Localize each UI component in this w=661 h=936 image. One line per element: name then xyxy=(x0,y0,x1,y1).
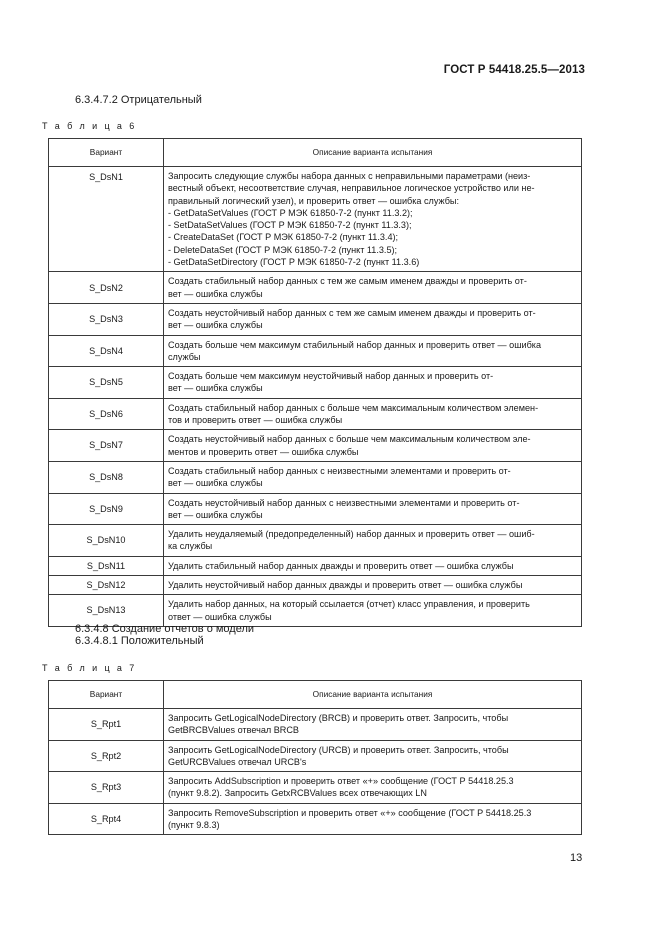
description-line: вет — ошибка службы xyxy=(168,509,263,520)
description-line: Создать больше чем максимум стабильный набор данных и проверить ответ — ошибка xyxy=(168,339,542,350)
table-row xyxy=(49,803,582,835)
section-heading-positive: 6.3.4.8.1 Положительный xyxy=(75,635,204,647)
variant-cell: S_DsN13 xyxy=(49,595,164,627)
variant-cell: S_Rpt2 xyxy=(49,740,164,772)
variant-cell: S_DsN11 xyxy=(49,556,164,575)
description-cell xyxy=(164,430,582,462)
description-line: Удалить неустойчивый набор данных дважды и проверить ответ — ошибка службы xyxy=(168,580,523,591)
table-row xyxy=(49,525,582,557)
table-row xyxy=(49,493,582,525)
description-line: Запросить RemoveSubscription и проверить ответ «+» сообщение (ГОСТ Р 54418.25.3 xyxy=(168,807,532,818)
description-cell xyxy=(164,335,582,367)
description-line: ответ — ошибка службы xyxy=(168,611,272,622)
description-line: службы xyxy=(168,351,201,362)
variant-cell: S_Rpt3 xyxy=(49,772,164,804)
description-line: Создать стабильный набор данных с неизвестными элементами и проверить от- xyxy=(168,465,511,476)
description-line: ка службы xyxy=(168,541,213,552)
variant-cell: S_Rpt1 xyxy=(49,709,164,741)
variant-cell: S_DsN3 xyxy=(49,303,164,335)
table-6 xyxy=(48,138,582,627)
description-cell xyxy=(164,595,582,627)
description-line: (пункт 9.8.3) xyxy=(168,820,220,831)
description-line: Создать неустойчивый набор данных с неизвестными элементами и проверить от- xyxy=(168,497,520,508)
variant-cell: S_DsN2 xyxy=(49,272,164,304)
description-line: Удалить стабильный набор данных дважды и проверить ответ — ошибка службы xyxy=(168,560,514,571)
description-line: - SetDataSetValues (ГОСТ Р МЭК 61850-7-2 (пункт 11.3.3); xyxy=(168,220,412,231)
description-line: Создать стабильный набор данных с больше чем максимальным количеством элемен- xyxy=(168,402,539,413)
description-line: Удалить набор данных, на который ссылается (отчет) класс управления, и проверить xyxy=(168,599,530,610)
description-line: - CreateDataSet (ГОСТ Р МЭК 61850-7-2 (пункт 11.3.4); xyxy=(168,232,399,243)
table-7-header-variant: Вариант xyxy=(49,681,164,709)
description-cell xyxy=(164,556,582,575)
description-line: вет — ошибка службы xyxy=(168,288,263,299)
description-line: Запросить следующие службы набора данных с неправильными параметрами (неиз- xyxy=(168,171,531,181)
table-row xyxy=(49,461,582,493)
description-line: - DeleteDataSet (ГОСТ Р МЭК 61850-7-2 (пункт 11.3.5); xyxy=(168,244,398,255)
table-6-header-variant: Вариант xyxy=(49,139,164,167)
variant-cell: S_DsN9 xyxy=(49,493,164,525)
variant-cell: S_DsN12 xyxy=(49,576,164,595)
table-6-header-description: Описание варианта испытания xyxy=(164,139,582,167)
description-cell xyxy=(164,803,582,835)
table-row xyxy=(49,303,582,335)
variant-cell: S_DsN8 xyxy=(49,461,164,493)
table-7 xyxy=(48,680,582,835)
table-row xyxy=(49,709,582,741)
table-row xyxy=(49,335,582,367)
description-cell xyxy=(164,525,582,557)
description-line: Запросить GetLogicalNodeDirectory (URCB) и проверить ответ. Запросить, чтобы xyxy=(168,744,509,755)
variant-cell: S_DsN4 xyxy=(49,335,164,367)
description-line: Создать больше чем максимум неустойчивый набор данных и проверить от- xyxy=(168,371,494,382)
description-cell xyxy=(164,461,582,493)
description-line: вет — ошибка службы xyxy=(168,478,263,489)
table-row xyxy=(49,576,582,595)
description-cell xyxy=(164,709,582,741)
description-cell xyxy=(164,576,582,595)
table-row xyxy=(49,367,582,399)
table-row xyxy=(49,167,582,272)
description-cell xyxy=(164,398,582,430)
description-line: Создать неустойчивый набор данных с больше чем максимальным количеством эле- xyxy=(168,434,531,445)
table-row xyxy=(49,398,582,430)
description-line: вет — ошибка службы xyxy=(168,383,263,394)
table-row xyxy=(49,430,582,462)
table-row xyxy=(49,556,582,575)
description-cell xyxy=(164,303,582,335)
document-header: ГОСТ Р 54418.25.5—2013 xyxy=(443,64,585,76)
variant-cell: S_DsN1 xyxy=(49,167,164,272)
description-cell xyxy=(164,167,582,272)
variant-cell: S_DsN10 xyxy=(49,525,164,557)
description-cell xyxy=(164,740,582,772)
table-6-caption: Т а б л и ц а 6 xyxy=(42,121,137,131)
description-cell xyxy=(164,272,582,304)
description-line: GetURCBValues отвечал URCB's xyxy=(168,756,307,767)
description-line: Создать неустойчивый набор данных с тем же самым именем дважды и проверить от- xyxy=(168,307,536,318)
table-7-caption: Т а б л и ц а 7 xyxy=(42,663,137,673)
description-line: - GetDataSetDirectory (ГОСТ Р МЭК 61850-7-2 (пункт 11.3.6) xyxy=(168,257,420,268)
variant-cell: S_Rpt4 xyxy=(49,803,164,835)
description-cell xyxy=(164,493,582,525)
description-line: Создать стабильный набор данных с тем же самым именем дважды и проверить от- xyxy=(168,276,527,287)
page-number: 13 xyxy=(570,852,583,864)
variant-cell: S_DsN7 xyxy=(49,430,164,462)
table-row xyxy=(49,272,582,304)
description-line: - GetDataSetValues (ГОСТ Р МЭК 61850-7-2 (пункт 11.3.2); xyxy=(168,207,413,218)
section-heading-negative: 6.3.4.7.2 Отрицательный xyxy=(75,94,202,106)
description-line: правильный логический узел), и проверить ответ — ошибка службы: xyxy=(168,195,459,206)
variant-cell: S_DsN5 xyxy=(49,367,164,399)
section-heading-model-reports: 6.3.4.8 Создание отчетов о модели xyxy=(75,623,255,635)
description-line: GetBRCBValues отвечал BRCB xyxy=(168,725,299,736)
description-line: Запросить GetLogicalNodeDirectory (BRCB) и проверить ответ. Запросить, чтобы xyxy=(168,713,509,723)
variant-cell: S_DsN6 xyxy=(49,398,164,430)
description-line: Удалить неудаляемый (предопределенный) набор данных и проверить ответ — ошиб- xyxy=(168,529,535,540)
description-cell xyxy=(164,367,582,399)
description-line: тов и проверить ответ — ошибка службы xyxy=(168,415,343,426)
table-row xyxy=(49,740,582,772)
description-line: (пункт 9.8.2). Запросить GetxRCBValues всех отвечающих LN xyxy=(168,788,427,799)
description-line: Запросить AddSubscription и проверить ответ «+» сообщение (ГОСТ Р 54418.25.3 xyxy=(168,776,514,787)
description-line: ментов и проверить ответ — ошибка службы xyxy=(168,446,359,457)
description-line: вет — ошибка службы xyxy=(168,320,263,331)
table-7-header-description: Описание варианта испытания xyxy=(164,681,582,709)
table-row xyxy=(49,595,582,627)
description-line: вестный объект, несоответствие случая, неправильное логическое устройство или не- xyxy=(168,183,535,194)
table-row xyxy=(49,772,582,804)
description-cell xyxy=(164,772,582,804)
